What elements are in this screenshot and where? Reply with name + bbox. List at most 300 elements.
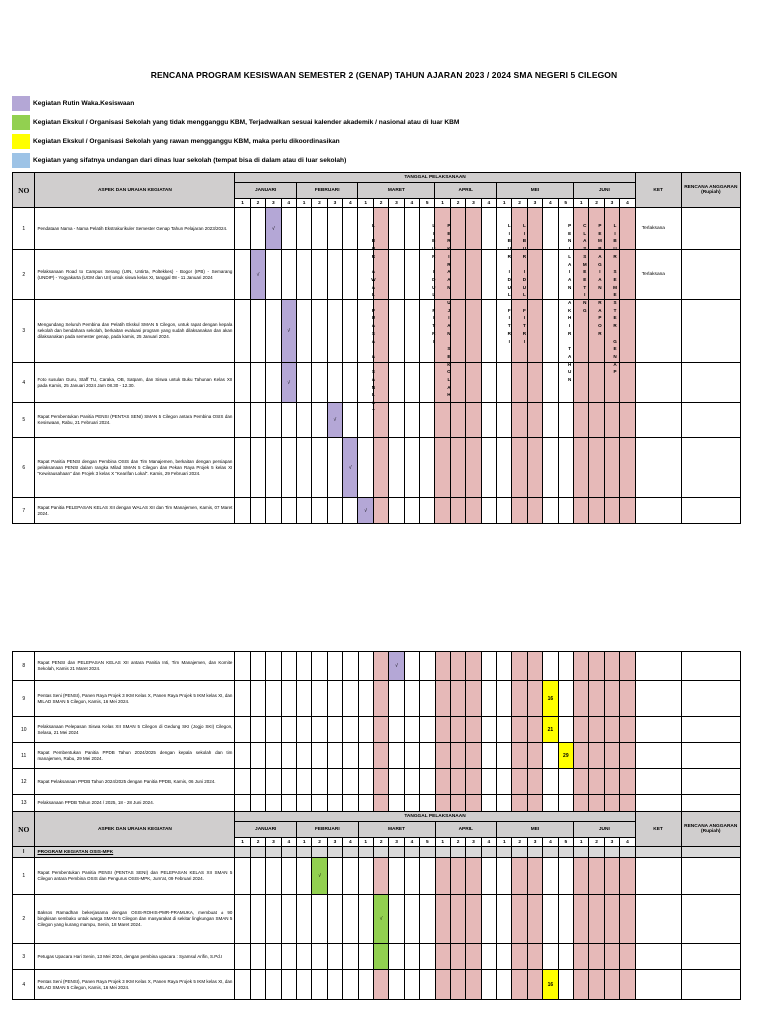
- schedule-cell: [527, 769, 542, 795]
- schedule-cell: [420, 681, 435, 717]
- schedule-cell: [466, 498, 481, 524]
- week-number: 4: [481, 838, 496, 847]
- schedule-cell: [343, 208, 358, 250]
- schedule-cell: [574, 652, 589, 681]
- schedule-cell: [266, 795, 281, 812]
- schedule-cell: [327, 438, 342, 498]
- schedule-cell: [481, 769, 496, 795]
- week-number: 4: [620, 838, 635, 847]
- schedule-cell: [543, 438, 558, 498]
- schedule-cell: [312, 970, 327, 1000]
- schedule-cell: [497, 970, 512, 1000]
- schedule-cell: [343, 498, 358, 524]
- week-number: 3: [527, 199, 542, 208]
- schedule-cell: [327, 652, 342, 681]
- schedule-cell: [450, 717, 465, 743]
- budget-cell: [681, 300, 740, 363]
- legend-label: Kegiatan Ekskul / Organisasi Sekolah yang tidak mengganggu KBM, Terjadwalkan sesuai kalender akademik / nasional atau di luar KBM: [33, 119, 460, 126]
- schedule-cell: [574, 795, 589, 812]
- schedule-cell: [604, 795, 619, 812]
- schedule-cell: [527, 681, 542, 717]
- activity-description: Rapat Panitia PENSI dengan Pembina OSIS dan Tim Manajemen, berkaitan dengan persiapan pelaksanaan PENSI dalam rangka Milad SMAN 5 Cilegon dan Pekan Raya Projek 5 kelas XI "Kewirausahaan" dan Projek 3 kelas X "Kearifan Lokal". Kamis, 29 Februari 2024.: [35, 438, 235, 498]
- schedule-cell: [235, 498, 250, 524]
- schedule-cell: [481, 944, 496, 970]
- week-number: 1: [574, 838, 589, 847]
- table-row: [13, 895, 741, 944]
- schedule-cell: [297, 858, 312, 895]
- schedule-cell: [250, 498, 265, 524]
- row-number: 5: [13, 403, 35, 438]
- schedule-cell: [558, 858, 573, 895]
- section-cell: [450, 847, 465, 858]
- schedule-cell: [266, 743, 281, 769]
- table-row: [13, 944, 741, 970]
- schedule-cell: [481, 681, 496, 717]
- budget-cell: [681, 858, 741, 895]
- schedule-cell: [373, 795, 388, 812]
- schedule-cell: [497, 895, 512, 944]
- budget-cell: [681, 795, 741, 812]
- schedule-cell: [281, 250, 296, 300]
- schedule-cell: [497, 944, 512, 970]
- activity-description: Rapat PENSI dan PELEPASAN KELAS XII antara Panitia Inti, Tim Manajemen, dan Komite Sekolah, Kamis 21 Maret 2024.: [35, 652, 235, 681]
- schedule-cell: [281, 970, 296, 1000]
- schedule-cell: [404, 944, 419, 970]
- schedule-cell: [297, 743, 312, 769]
- schedule-cell: [296, 250, 311, 300]
- schedule-cell: [281, 208, 296, 250]
- schedule-cell: [620, 438, 636, 498]
- schedule-cell: [512, 944, 527, 970]
- row-number: 8: [13, 652, 35, 681]
- header-ket: KET: [635, 173, 681, 208]
- schedule-cell: [435, 652, 450, 681]
- schedule-cell: [604, 769, 619, 795]
- schedule-cell: [527, 944, 542, 970]
- table-row: [13, 858, 741, 895]
- status-ket: [635, 944, 681, 970]
- budget-cell: [681, 403, 740, 438]
- schedule-cell: [358, 743, 373, 769]
- schedule-cell: [296, 208, 311, 250]
- schedule-cell: [343, 769, 358, 795]
- week-number: 2: [250, 838, 265, 847]
- schedule-cell: [512, 795, 527, 812]
- schedule-cell: [497, 717, 512, 743]
- section-cell: [558, 847, 573, 858]
- schedule-cell: [281, 438, 296, 498]
- schedule-cell: [481, 652, 496, 681]
- schedule-cell: [373, 717, 388, 743]
- schedule-cell: [435, 438, 450, 498]
- schedule-cell: [450, 743, 465, 769]
- schedule-cell: [450, 403, 465, 438]
- schedule-cell: [404, 743, 419, 769]
- legend-item-disruptive: [12, 134, 459, 149]
- schedule-cell: [404, 498, 419, 524]
- schedule-cell: [604, 944, 619, 970]
- status-ket: [635, 652, 681, 681]
- schedule-cell: [466, 970, 481, 1000]
- legend-item-invitation: [12, 153, 459, 168]
- section-cell: [312, 847, 327, 858]
- week-number: 3: [327, 199, 342, 208]
- schedule-cell: [327, 250, 342, 300]
- section-cell: [589, 847, 604, 858]
- schedule-cell: [466, 250, 481, 300]
- schedule-cell: [497, 652, 512, 681]
- week-number: 1: [435, 838, 450, 847]
- section-cell: [604, 847, 619, 858]
- status-ket: [635, 681, 681, 717]
- schedule-cell: [296, 438, 311, 498]
- schedule-cell: [450, 652, 465, 681]
- status-ket: [635, 403, 681, 438]
- schedule-cell: [589, 717, 604, 743]
- schedule-cell: [604, 681, 619, 717]
- schedule-cell: [343, 970, 358, 1000]
- schedule-cell: [420, 498, 435, 524]
- section-cell: [635, 847, 681, 858]
- month-header-april: APRIL: [435, 183, 497, 199]
- week-number: 2: [250, 199, 265, 208]
- schedule-cell: [435, 944, 450, 970]
- status-ket: Terlaksana: [635, 250, 681, 300]
- week-number: 3: [604, 838, 619, 847]
- activity-description: Pentas Seni (PENSI), Panen Raya Projek 3 IKM Kelas X, Panen Raya Projek 5 IKM kelas XI, dan MILAD SMAN 5 Cilegon, Kamis, 16 Mei 2024.: [35, 681, 235, 717]
- schedule-cell: [450, 769, 465, 795]
- week-number: 4: [404, 199, 419, 208]
- schedule-cell: [312, 403, 327, 438]
- schedule-cell: [543, 944, 558, 970]
- schedule-cell: [574, 769, 589, 795]
- header-aspek: ASPEK DAN URAIAN KEGIATAN: [35, 812, 235, 847]
- schedule-cell: [327, 363, 342, 403]
- schedule-cell: [512, 895, 527, 944]
- schedule-cell: [250, 652, 265, 681]
- schedule-cell: [281, 769, 296, 795]
- week-number: 1: [358, 838, 373, 847]
- week-number: 2: [512, 199, 527, 208]
- schedule-cell: [358, 652, 373, 681]
- week-number: 3: [527, 838, 542, 847]
- schedule-cell: [404, 403, 419, 438]
- status-ket: [635, 363, 681, 403]
- schedule-cell: [266, 944, 281, 970]
- schedule-cell: [235, 300, 250, 363]
- schedule-cell: [573, 438, 588, 498]
- schedule-cell: [481, 858, 496, 895]
- schedule-cell: [281, 743, 296, 769]
- row-number: 1: [13, 208, 35, 250]
- schedule-cell: [558, 944, 573, 970]
- schedule-cell: [327, 970, 342, 1000]
- schedule-cell: [450, 498, 465, 524]
- schedule-cell: [558, 769, 573, 795]
- schedule-cell: [604, 403, 619, 438]
- week-number: 4: [543, 199, 558, 208]
- week-number: 3: [389, 199, 404, 208]
- schedule-cell: [266, 681, 281, 717]
- schedule-cell: [266, 498, 281, 524]
- week-number: 1: [235, 838, 250, 847]
- schedule-cell: √: [312, 858, 327, 895]
- schedule-cell: [512, 970, 527, 1000]
- schedule-cell: [543, 250, 558, 300]
- schedule-cell: [558, 895, 573, 944]
- table-row: [13, 743, 741, 769]
- schedule-cell: 16: [543, 681, 558, 717]
- schedule-cell: [327, 858, 342, 895]
- schedule-cell: [589, 795, 604, 812]
- schedule-cell: [420, 652, 435, 681]
- schedule-cell: [266, 895, 281, 944]
- month-header-januari: JANUARI: [235, 822, 297, 838]
- week-number: 2: [450, 838, 465, 847]
- schedule-cell: [327, 769, 342, 795]
- schedule-cell: [358, 944, 373, 970]
- week-number: 2: [312, 199, 327, 208]
- schedule-cell: [389, 438, 404, 498]
- schedule-cell: [327, 944, 342, 970]
- schedule-cell: [250, 743, 265, 769]
- schedule-cell: [589, 895, 604, 944]
- schedule-cell: [589, 652, 604, 681]
- activity-description: Petugas Upacara Hari Senin, 13 Mei 2024, dengan pembina upacara : Syamsul Arifin, S.Pd.I: [35, 944, 235, 970]
- schedule-cell: [250, 363, 265, 403]
- schedule-cell: [327, 743, 342, 769]
- schedule-cell: [604, 858, 619, 895]
- schedule-cell: [527, 895, 542, 944]
- schedule-cell: [604, 743, 619, 769]
- schedule-cell: [466, 895, 481, 944]
- week-number: 3: [389, 838, 404, 847]
- schedule-cell: [450, 858, 465, 895]
- schedule-cell: [281, 944, 296, 970]
- schedule-cell: [389, 250, 404, 300]
- schedule-cell: [574, 681, 589, 717]
- schedule-cell: [297, 681, 312, 717]
- schedule-cell: [481, 970, 496, 1000]
- schedule-cell: [497, 769, 512, 795]
- schedule-cell: [512, 438, 527, 498]
- schedule-cell: [404, 769, 419, 795]
- schedule-cell: [589, 743, 604, 769]
- schedule-cell: [373, 970, 388, 1000]
- schedule-cell: [343, 858, 358, 895]
- table-row: [13, 438, 741, 498]
- schedule-cell: [235, 403, 250, 438]
- row-number: 11: [13, 743, 35, 769]
- month-header-april: APRIL: [435, 822, 497, 838]
- schedule-cell: [343, 795, 358, 812]
- schedule-cell: [312, 895, 327, 944]
- activity-description: Rapat Panitia PELEPASAN KELAS XII dengan WALAS XII dan Tim Manajemen, Kamis, 07 Maret 2024.: [35, 498, 235, 524]
- schedule-cell: [312, 250, 327, 300]
- schedule-cell: [435, 681, 450, 717]
- schedule-cell: [373, 944, 388, 970]
- schedule-cell: [358, 681, 373, 717]
- legend-label: Kegiatan Rutin Waka.Kesiswaan: [33, 100, 135, 107]
- budget-cell: [681, 944, 741, 970]
- schedule-cell: [466, 363, 481, 403]
- schedule-cell: [481, 300, 496, 363]
- schedule-cell: [281, 498, 296, 524]
- schedule-cell: [373, 858, 388, 895]
- schedule-cell: [373, 498, 388, 524]
- schedule-cell: [404, 250, 419, 300]
- schedule-cell: [373, 769, 388, 795]
- schedule-cell: [297, 795, 312, 812]
- section-cell: [497, 847, 512, 858]
- week-number: 1: [297, 838, 312, 847]
- schedule-cell: √: [373, 895, 388, 944]
- holiday-label: L I B U R I D U L F I T R I: [522, 223, 527, 344]
- schedule-cell: [312, 717, 327, 743]
- schedule-cell: [266, 403, 281, 438]
- schedule-cell: [604, 438, 619, 498]
- schedule-cell: √: [281, 363, 296, 403]
- schedule-cell: [312, 681, 327, 717]
- schedule-cell: [450, 795, 465, 812]
- status-ket: [635, 769, 681, 795]
- activity-description: Pelaksanaan Pelepasan Siswa Kelas XII SMAN 5 Cilegon di Gedung SKI (Jogjo SKI) Cilegon, Selasa, 21 Mei 2024: [35, 717, 235, 743]
- schedule-cell: [281, 403, 296, 438]
- schedule-cell: [404, 858, 419, 895]
- schedule-cell: [558, 717, 573, 743]
- section-cell: [404, 847, 419, 858]
- schedule-cell: [420, 944, 435, 970]
- schedule-cell: [527, 438, 542, 498]
- schedule-cell: [404, 208, 419, 250]
- week-number: 3: [466, 838, 481, 847]
- activity-description: Rapat Pelaksanaan PPDB Tahun 2024/2025 dengan Panitia PPDB, Kamis, 06 Juni 2024.: [35, 769, 235, 795]
- schedule-cell: [497, 498, 512, 524]
- week-number: 5: [558, 199, 573, 208]
- schedule-cell: [589, 498, 604, 524]
- section-cell: [327, 847, 342, 858]
- legend-swatch-purple: [12, 96, 30, 111]
- schedule-cell: [343, 652, 358, 681]
- budget-cell: [681, 743, 741, 769]
- budget-cell: [681, 895, 741, 944]
- schedule-cell: [481, 438, 496, 498]
- schedule-cell: [481, 743, 496, 769]
- week-number: 1: [358, 199, 373, 208]
- status-ket: [635, 743, 681, 769]
- row-number: 6: [13, 438, 35, 498]
- schedule-cell: [527, 970, 542, 1000]
- status-ket: [635, 970, 681, 1000]
- schedule-cell: [466, 795, 481, 812]
- section-cell: [358, 847, 373, 858]
- schedule-cell: [404, 363, 419, 403]
- schedule-cell: [389, 363, 404, 403]
- schedule-cell: [250, 438, 265, 498]
- month-header-maret: MARET: [358, 822, 435, 838]
- schedule-cell: [497, 363, 512, 403]
- row-number: 13: [13, 795, 35, 812]
- table-row: [13, 498, 741, 524]
- schedule-cell: [497, 681, 512, 717]
- section-cell: [543, 847, 558, 858]
- schedule-cell: [235, 208, 250, 250]
- row-number: 7: [13, 498, 35, 524]
- schedule-cell: [389, 895, 404, 944]
- section-cell: [481, 847, 496, 858]
- schedule-cell: [620, 795, 635, 812]
- schedule-cell: [604, 652, 619, 681]
- schedule-cell: [558, 498, 573, 524]
- schedule-cell: √: [358, 498, 373, 524]
- schedule-cell: [250, 895, 265, 944]
- schedule-cell: [358, 970, 373, 1000]
- schedule-cell: [558, 795, 573, 812]
- header-tanggal: TANGGAL PELAKSANAAN: [235, 173, 635, 183]
- schedule-cell: [235, 717, 250, 743]
- schedule-cell: [574, 717, 589, 743]
- schedule-cell: [497, 858, 512, 895]
- schedule-cell: [250, 795, 265, 812]
- section-cell: [681, 847, 741, 858]
- schedule-cell: [266, 717, 281, 743]
- schedule-cell: [266, 858, 281, 895]
- schedule-cell: [343, 717, 358, 743]
- week-number: 5: [420, 199, 435, 208]
- schedule-table-page-2: [12, 651, 741, 1000]
- budget-cell: [681, 652, 741, 681]
- month-header-februari: FEBRUARI: [296, 183, 358, 199]
- schedule-cell: [343, 300, 358, 363]
- holiday-label: C L A S S M E E T I N G: [582, 223, 587, 313]
- section-cell: [466, 847, 481, 858]
- section-cell: [420, 847, 435, 858]
- schedule-cell: [404, 652, 419, 681]
- budget-cell: [681, 681, 741, 717]
- schedule-cell: [327, 498, 342, 524]
- schedule-cell: [404, 681, 419, 717]
- schedule-cell: [343, 895, 358, 944]
- schedule-cell: [512, 652, 527, 681]
- schedule-cell: √: [250, 250, 265, 300]
- schedule-cell: [481, 403, 496, 438]
- schedule-cell: [574, 944, 589, 970]
- schedule-cell: [558, 970, 573, 1000]
- month-header-februari: FEBRUARI: [297, 822, 359, 838]
- schedule-cell: [481, 250, 496, 300]
- week-number: 5: [558, 838, 573, 847]
- schedule-cell: [589, 403, 604, 438]
- schedule-cell: [512, 681, 527, 717]
- schedule-cell: [250, 300, 265, 363]
- week-number: 4: [281, 838, 296, 847]
- schedule-cell: [466, 769, 481, 795]
- week-number: 4: [343, 199, 358, 208]
- schedule-cell: [420, 970, 435, 1000]
- schedule-cell: [450, 895, 465, 944]
- schedule-cell: [604, 498, 619, 524]
- schedule-cell: [512, 743, 527, 769]
- schedule-cell: [450, 970, 465, 1000]
- schedule-cell: [358, 769, 373, 795]
- schedule-cell: [235, 944, 250, 970]
- month-header-januari: JANUARI: [235, 183, 297, 199]
- schedule-cell: [281, 652, 296, 681]
- schedule-cell: [266, 769, 281, 795]
- week-number: 4: [404, 838, 419, 847]
- status-ket: [635, 300, 681, 363]
- schedule-cell: [373, 652, 388, 681]
